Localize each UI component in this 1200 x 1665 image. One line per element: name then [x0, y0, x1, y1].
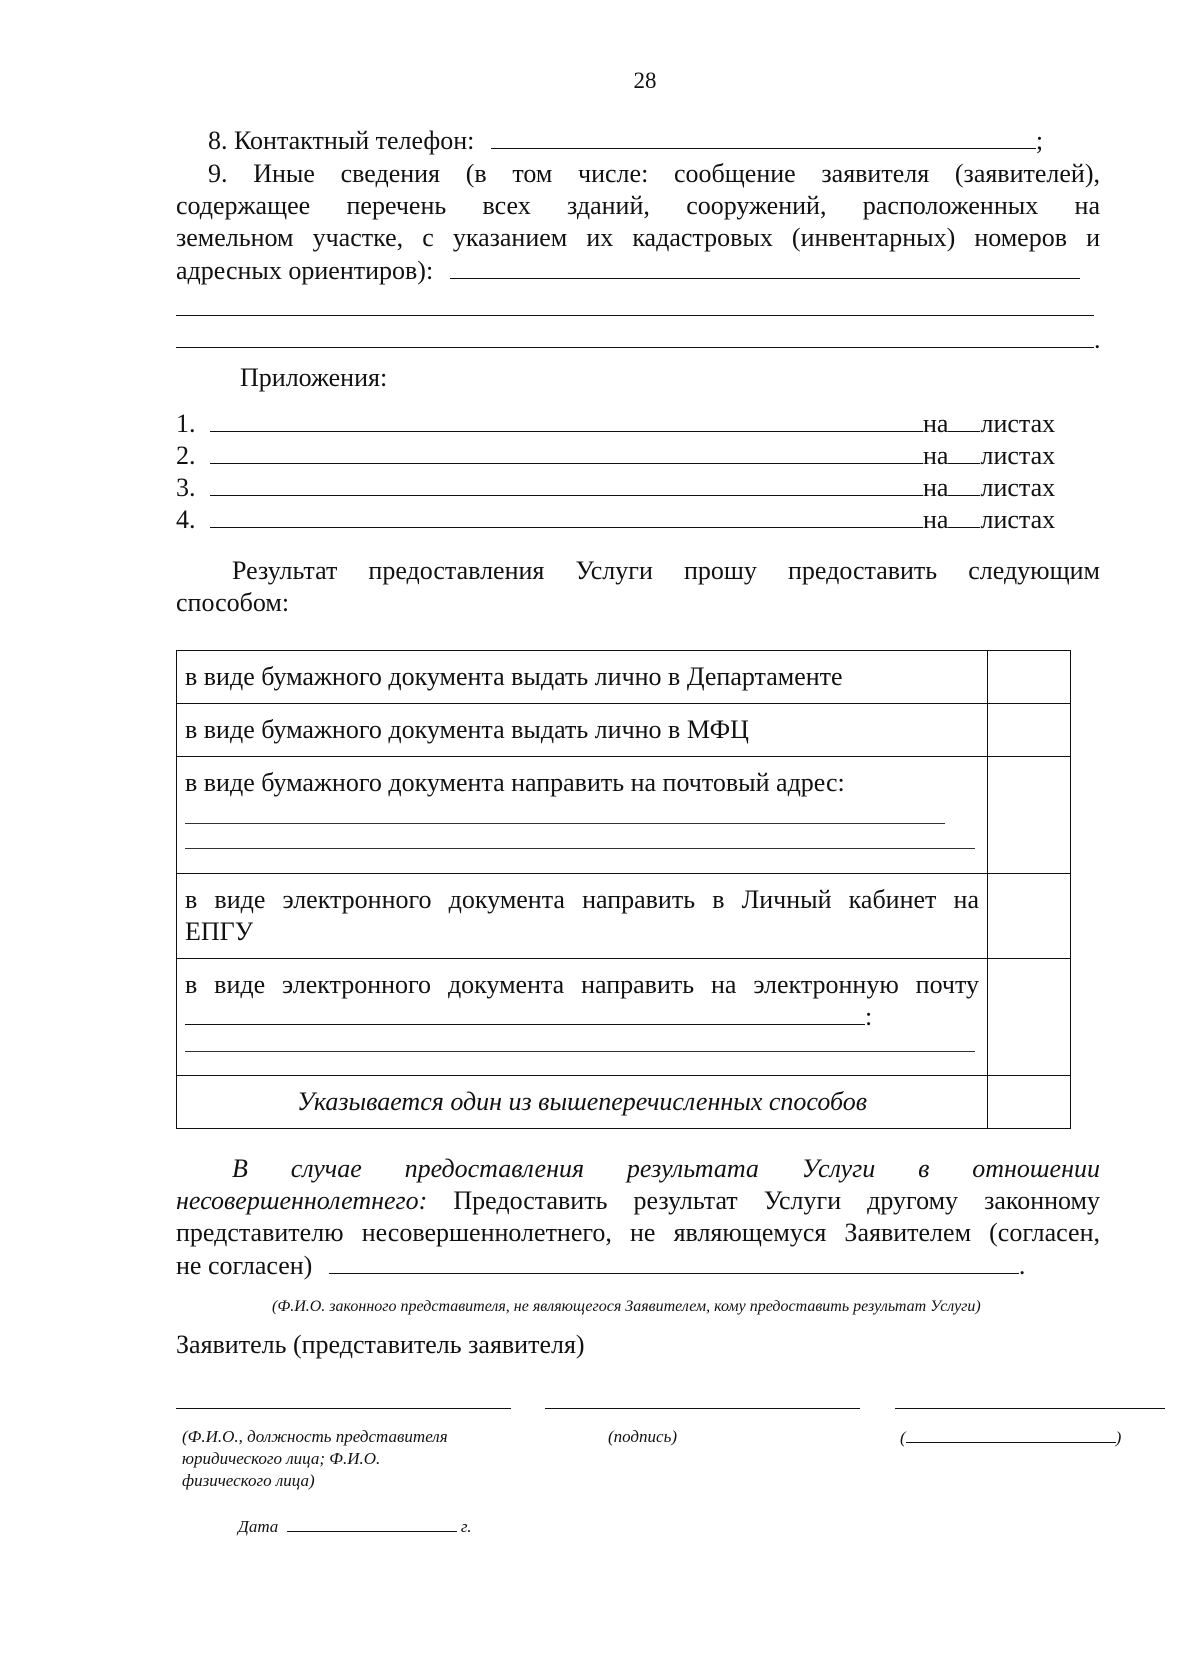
bracket-close: )	[1115, 1428, 1122, 1447]
attachment-field[interactable]	[210, 471, 923, 496]
minor-caption: (Ф.И.О. законного представителя, не являющегося Заявителем, кому предоставить результат Услуги)	[272, 1298, 981, 1315]
minor-line-3: представителю несовершеннолетнего, не являющемуся Заявителем (согласен,	[176, 1218, 1100, 1247]
method-footer-row	[177, 1076, 1071, 1129]
other-info-field-1[interactable]	[450, 254, 1080, 279]
caption-fio-2: юридического лица; Ф.И.О.	[182, 1449, 381, 1468]
method-checkbox[interactable]	[988, 704, 1071, 757]
minor-line-1: В случае предоставления результата Услуги в отношении	[232, 1154, 1100, 1183]
attachment-sheets-field[interactable]	[948, 503, 980, 528]
email-colon: :	[865, 1002, 873, 1031]
decoding-field[interactable]	[906, 1426, 1116, 1443]
attachment-na: на	[923, 409, 949, 438]
method-cell-email	[177, 959, 988, 1076]
attachment-sheets-field[interactable]	[948, 439, 980, 464]
method-footer-empty	[988, 1076, 1071, 1129]
method-cell-epgu	[177, 874, 988, 959]
attachment-na: на	[923, 505, 949, 534]
attachment-sheets: листах	[980, 441, 1056, 470]
contact-phone-label: 8. Контактный телефон:	[208, 126, 475, 155]
minor-consent-label: не согласен)	[176, 1251, 313, 1280]
minor-text-part: Предоставить результат Услуги другому законному	[427, 1186, 1100, 1215]
applicant-decoding-field[interactable]	[895, 1408, 1165, 1409]
attachment-num: 2.	[176, 441, 196, 470]
method-row	[177, 757, 1071, 874]
method-checkbox[interactable]	[988, 651, 1071, 704]
method-cell-postal	[177, 757, 988, 874]
attachment-row-3	[176, 471, 1086, 504]
contact-phone-field[interactable]	[491, 124, 1036, 149]
minor-representative-field[interactable]	[329, 1249, 1019, 1274]
result-line-1: Результат предоставления Услуги прошу предоставить следующим	[232, 556, 1100, 585]
attachment-sheets-field[interactable]	[948, 407, 980, 432]
minor-line-2	[176, 1185, 1100, 1217]
method-checkbox[interactable]	[988, 757, 1071, 874]
attachment-sheets: листах	[980, 505, 1056, 534]
method-footer: Указывается один из вышеперечисленных способов	[177, 1076, 988, 1129]
method-label: в виде электронного документа направить на электронную почту	[185, 970, 979, 999]
attachment-na: на	[923, 473, 949, 502]
other-info-field-3[interactable]	[176, 347, 1094, 348]
method-row	[177, 704, 1071, 757]
postal-address-field-1[interactable]	[185, 803, 945, 824]
attachment-field[interactable]	[210, 439, 923, 464]
attachment-field[interactable]	[210, 407, 923, 432]
other-info-label: адресных ориентиров):	[176, 256, 434, 285]
method-checkbox[interactable]	[988, 959, 1071, 1076]
other-info-line-2: содержащее перечень всех зданий, сооружений, расположенных на	[176, 191, 1100, 220]
page-number: 28	[633, 68, 657, 93]
attachment-sheets-field[interactable]	[948, 471, 980, 496]
attachment-row-4	[176, 503, 1086, 536]
method-label: в виде электронного документа направить в Личный кабинет на	[185, 885, 979, 914]
bracket-open: (	[900, 1428, 906, 1447]
method-row	[177, 959, 1071, 1076]
attachment-num: 4.	[176, 505, 196, 534]
method-label-cont: ЕПГУ	[185, 917, 254, 946]
postal-address-field-2[interactable]	[185, 828, 975, 849]
caption-signature: (подпись)	[608, 1427, 677, 1446]
email-field-2[interactable]	[185, 1031, 975, 1052]
attachment-row-1	[176, 407, 1086, 440]
applicant-title: Заявитель (представитель заявителя)	[176, 1330, 585, 1359]
other-info-end: .	[1094, 325, 1101, 354]
attachment-num: 3.	[176, 473, 196, 502]
other-info-line-4	[176, 254, 1080, 287]
caption-fio-3: физического лица)	[182, 1471, 315, 1490]
method-label: в виде бумажного документа выдать лично в МФЦ	[177, 704, 988, 757]
applicant-signature-field[interactable]	[545, 1408, 860, 1409]
applicant-fio-field[interactable]	[176, 1408, 511, 1409]
other-info-field-2[interactable]	[176, 315, 1094, 316]
caption-fio-1: (Ф.И.О., должность представителя	[182, 1427, 448, 1446]
method-label: в виде бумажного документа направить на почтовый адрес:	[185, 768, 845, 797]
method-row	[177, 874, 1071, 959]
attachment-na: на	[923, 441, 949, 470]
result-line-2: способом:	[176, 588, 290, 617]
minor-end: .	[1018, 1251, 1026, 1280]
other-info-line-1: 9. Иные сведения (в том числе: сообщение заявителя (заявителей),	[208, 159, 1100, 188]
minor-italic-part: несовершеннолетнего:	[176, 1186, 428, 1215]
minor-line-4	[176, 1249, 1025, 1282]
date-row	[238, 1515, 471, 1538]
email-field-row	[185, 1001, 979, 1031]
method-row	[177, 651, 1071, 704]
method-label: в виде бумажного документа выдать лично в Департаменте	[177, 651, 988, 704]
date-suffix: г.	[460, 1517, 472, 1536]
attachment-row-2	[176, 439, 1086, 472]
attachment-field[interactable]	[210, 503, 923, 528]
attachment-num: 1.	[176, 409, 196, 438]
date-label: Дата	[238, 1517, 279, 1536]
email-field-1[interactable]	[185, 1004, 865, 1025]
other-info-line-3: земельном участке, с указанием их кадастровых (инвентарных) номеров и	[176, 223, 1100, 252]
contact-phone-end: ;	[1035, 126, 1044, 155]
attachment-sheets: листах	[980, 409, 1056, 438]
delivery-methods-table	[176, 650, 1071, 1129]
method-checkbox[interactable]	[988, 874, 1071, 959]
date-field[interactable]	[287, 1515, 457, 1532]
attachment-sheets: листах	[980, 473, 1056, 502]
attachments-title: Приложения:	[240, 363, 388, 392]
decoding-brackets	[900, 1426, 1121, 1449]
contact-phone-row	[208, 124, 1043, 157]
